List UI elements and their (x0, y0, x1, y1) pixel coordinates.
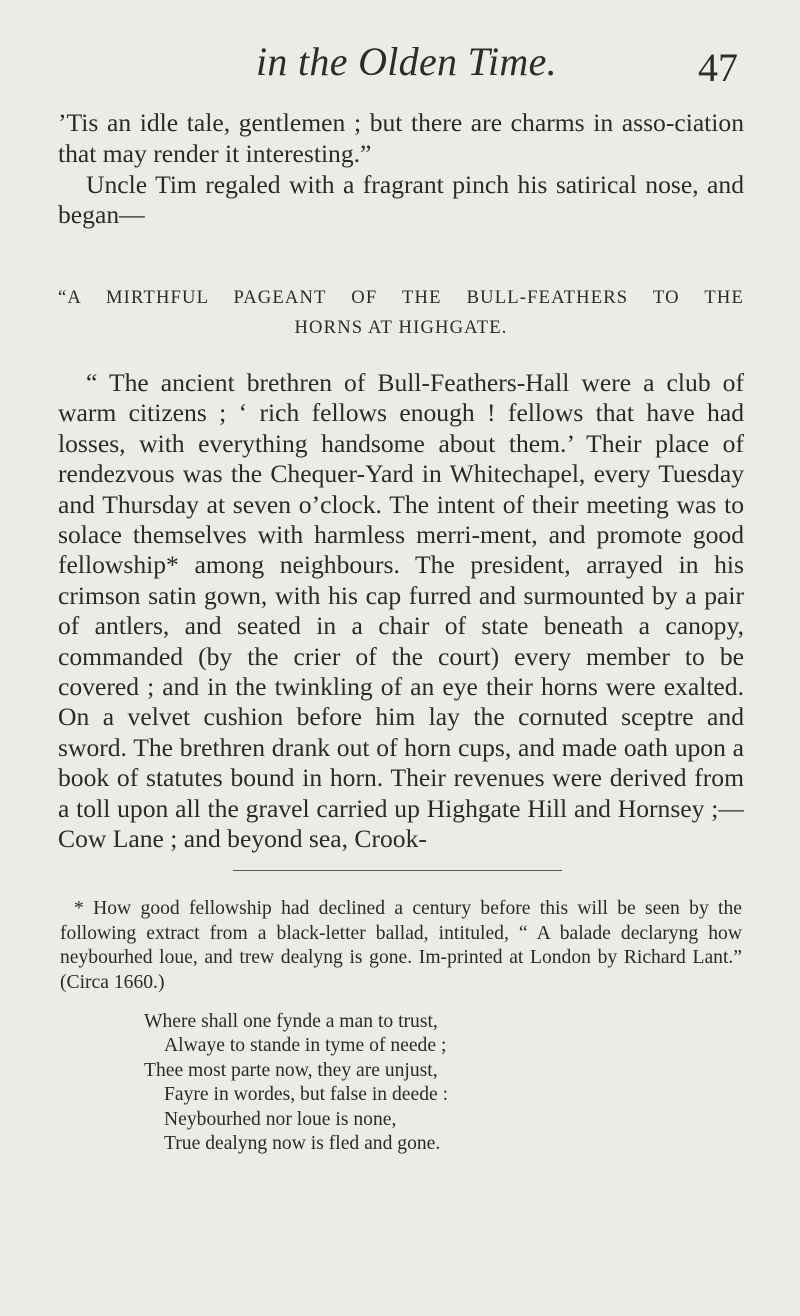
poem-line: Thee most parte now, they are unjust, (144, 1059, 438, 1081)
poem-line: Fayre in wordes, but false in deede : (164, 1084, 449, 1106)
poem-line: True dealyng now is fled and gone. (164, 1133, 441, 1154)
footnote (60, 897, 742, 995)
running-head (0, 38, 800, 88)
running-title: in the Olden Time. (256, 39, 557, 84)
intro-passage (58, 108, 744, 231)
main-paragraph-text: “ The ancient brethren of Bull-Feathers-Hall were a club of warm citizens ; ‘ rich fellows enough ! fellows that have had losses, with everything handsome about them.’ Their place of rendezvous was the Chequer-Yard in Whitechapel, every Tuesday and Thursday at seven o’clock. The intent of their meeting was to solace themselves with harmless merri-ment, and promote good fellowship* among neighbours. The president, arrayed in his crimson satin gown, with his cap furred and surmounted by a pair of antlers, and seated in a chair of state beneath a canopy, commanded (by the crier of the court) every member to be covered ; and in the twinkling of an eye their horns were exalted. On a velvet cushion before him lay the cornuted sceptre and sword. The brethren drank out of horn cups, and made oath upon a book of statutes bound in horn. Their revenues were derived from a toll upon all the gravel carried up Highgate Hill and Hornsey ;—Cow Lane ; and beyond sea, Crook- (58, 368, 744, 854)
main-paragraph (58, 368, 744, 855)
intro-line-1: ’Tis an idle tale, gentlemen ; but there are charms in asso-ciation that may render it interesting.” (58, 108, 744, 168)
footnote-text: * How good fellowship had declined a century before this will be seen by the following extract from a black-letter ballad, intituled, “ A balade declaryng how neybourhed loue, and trew dealyng is gone. Im-printed at London by Richard Lant.” (Circa 1660.) (60, 898, 742, 993)
page-number: 47 (698, 45, 738, 90)
poem-line: Neybourhed nor loue is none, (164, 1108, 397, 1130)
intro-line-2: Uncle Tim regaled with a fragrant pinch his satirical nose, and began— (58, 169, 744, 230)
chapter-heading (58, 283, 744, 343)
poem-line: Alwaye to stande in tyme of neede ; (164, 1035, 447, 1057)
poem-line: Where shall one fynde a man to trust, (144, 1011, 438, 1032)
footnote-divider (233, 870, 562, 871)
heading-line-1: “A MIRTHFUL PAGEANT OF THE BULL-FEATHERS TO THE (58, 287, 744, 308)
heading-line-2: HORNS AT HIGHGATE. (294, 317, 508, 338)
